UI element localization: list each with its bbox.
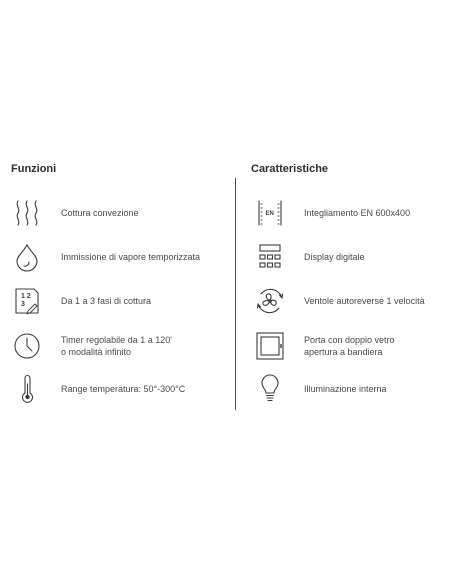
function-text: [61, 242, 200, 272]
svg-text:1 2: 1 2: [21, 293, 31, 300]
function-item: [0, 198, 232, 228]
function-item: [0, 286, 232, 316]
water-drop-icon: [12, 242, 42, 272]
feature-text: [304, 242, 365, 272]
convection-waves-icon: [12, 198, 42, 228]
function-item: [0, 331, 232, 361]
thermometer-icon: [12, 374, 42, 404]
function-label: Immissione di vapore temporizzata: [61, 252, 201, 262]
feature-text: [304, 331, 395, 361]
svg-text:3: 3: [21, 301, 25, 308]
feature-text: [304, 374, 387, 404]
function-text: [61, 286, 151, 316]
functions-heading: Funzioni: [11, 163, 57, 175]
feature-item: [238, 286, 452, 316]
feature-item: [238, 374, 452, 404]
clock-icon: [12, 331, 42, 361]
feature-label: Display digitale: [304, 252, 365, 262]
cooking-steps-icon: [12, 286, 42, 316]
feature-label: Integliamento EN 600x400: [304, 208, 411, 218]
features-heading: Caratteristiche: [251, 163, 329, 175]
feature-label: Illuminazione interna: [304, 384, 387, 394]
column-divider: [235, 178, 236, 410]
light-bulb-icon: [255, 374, 285, 404]
function-label: Cottura convezione: [61, 208, 139, 218]
feature-text: [304, 286, 425, 316]
oven-door-icon: [255, 331, 285, 361]
function-text: [61, 331, 172, 361]
feature-item: [238, 331, 452, 361]
feature-label-line1: Porta con doppio vetro: [304, 335, 395, 345]
digital-display-icon: [255, 242, 285, 272]
feature-label-line2: apertura a bandiera: [304, 347, 383, 357]
function-label: Da 1 a 3 fasi di cottura: [61, 296, 152, 306]
function-text: [61, 374, 185, 404]
feature-text: [304, 198, 410, 228]
function-item: [0, 374, 232, 404]
feature-label: Ventole autoreverse 1 velocità: [304, 296, 425, 306]
function-text: [61, 198, 139, 228]
tray-en-label: EN: [265, 211, 274, 217]
function-label: Range temperatura: 50°-300°C: [61, 384, 186, 394]
feature-item: [238, 198, 452, 228]
feature-item: [238, 242, 452, 272]
function-label-line1: Timer regolabile da 1 a 120': [61, 335, 172, 345]
function-label-line2: o modalità infinito: [61, 347, 132, 357]
fan-reverse-icon: [255, 286, 285, 316]
tray-en-icon: [255, 198, 285, 228]
function-item: [0, 242, 232, 272]
